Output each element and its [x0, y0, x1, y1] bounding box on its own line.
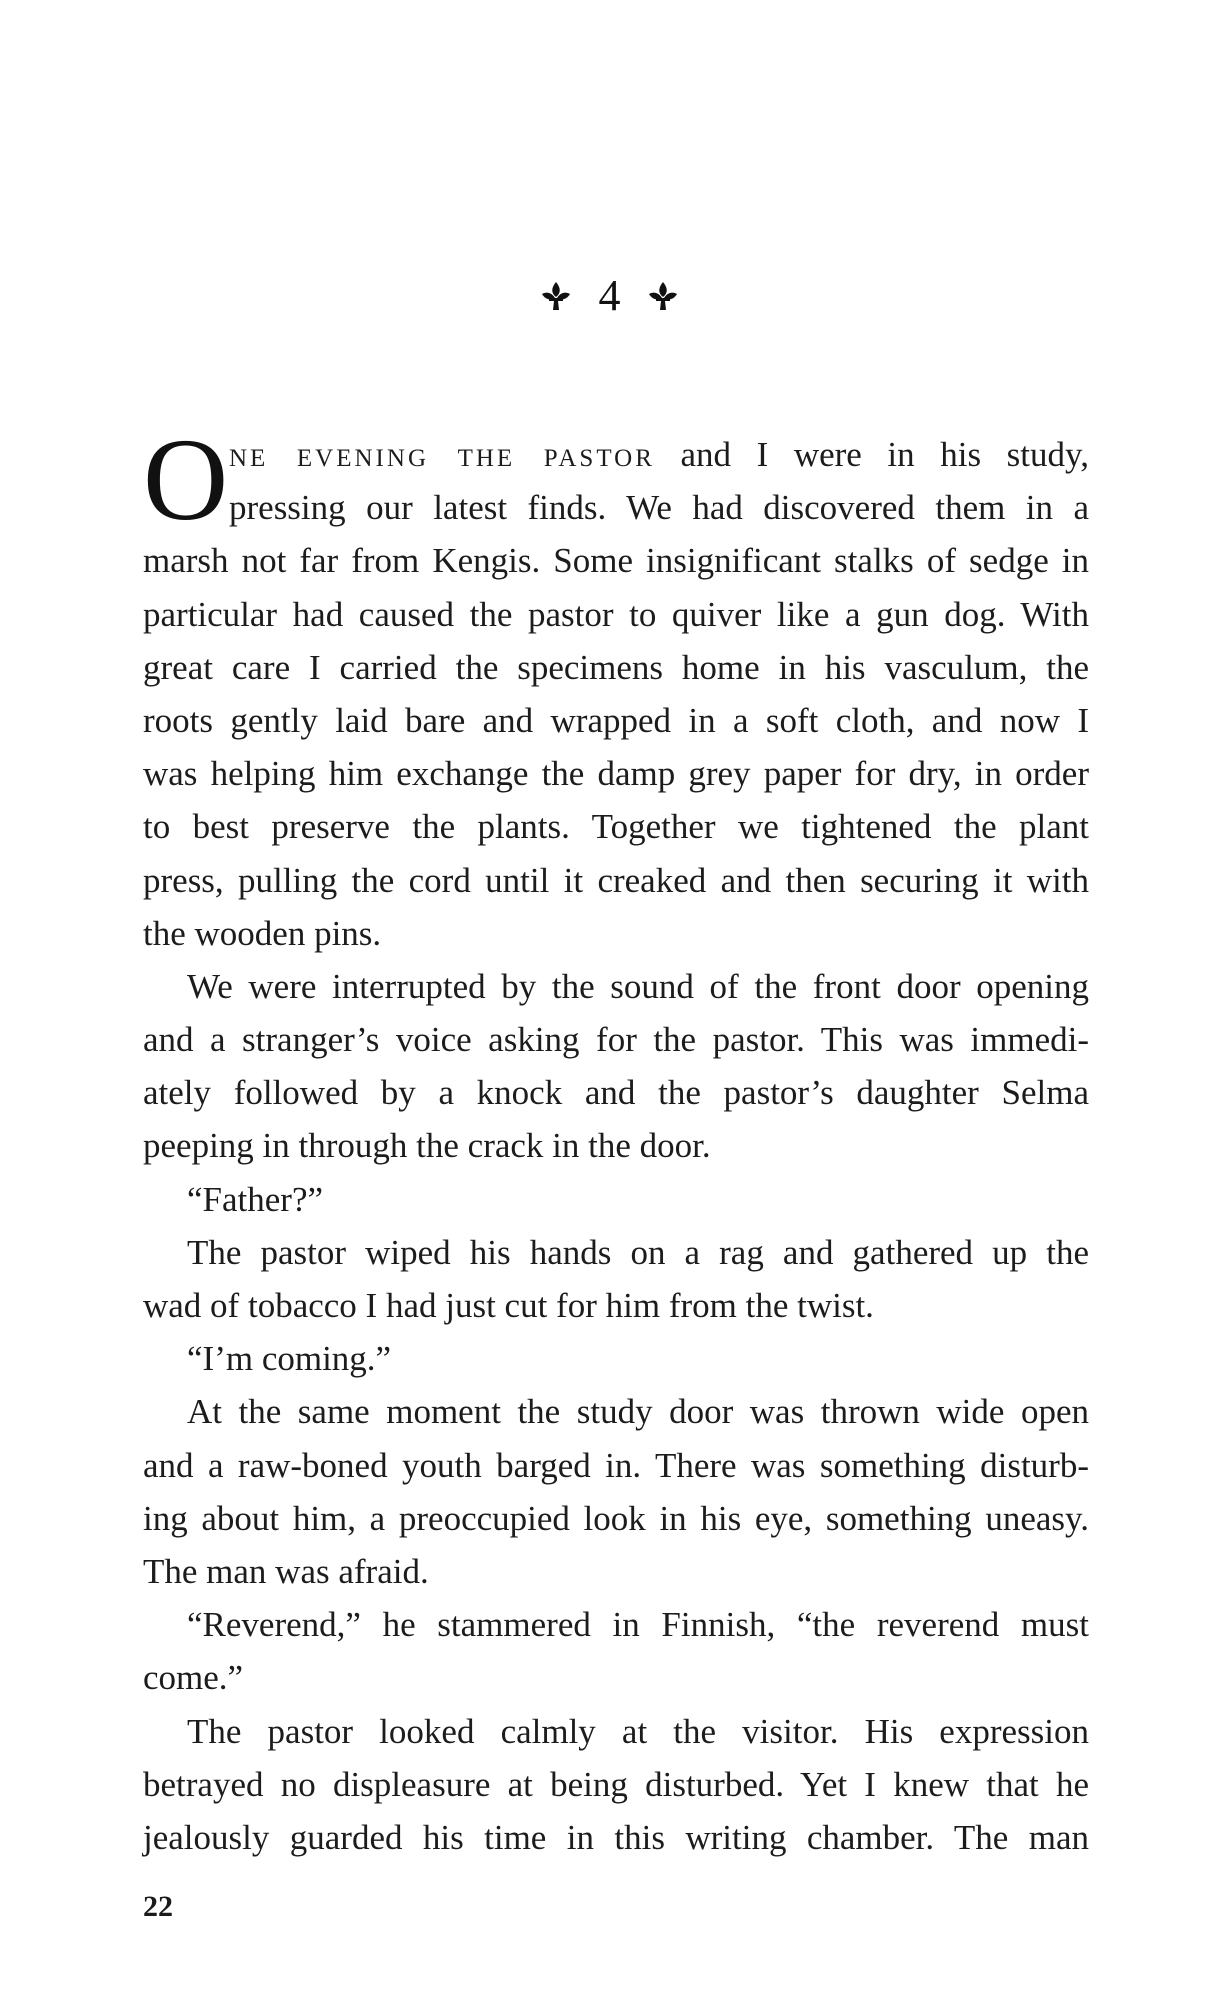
text-line: ately followed by a knock and the pastor’s daughter Selma: [143, 1073, 1089, 1113]
first-line-rest: and I were in his study,: [654, 435, 1089, 474]
text-line: marsh not far from Kengis. Some insignificant stalks of sedge in: [143, 541, 1089, 581]
text-line: The pastor wiped his hands on a rag and gathered up the: [187, 1232, 1089, 1272]
text-line: ing about him, a preoccupied look in his eye, something uneasy.: [143, 1498, 1089, 1538]
paragraph: [143, 1332, 1089, 1385]
text-line: We were interrupted by the sound of the front door opening: [187, 966, 1089, 1006]
text-line: betrayed no displeasure at being disturbed. Yet I knew that he: [143, 1764, 1089, 1804]
text-line: press, pulling the cord until it creaked and then securing it with: [143, 860, 1089, 900]
text-line: At the same moment the study door was thrown wide open: [187, 1392, 1089, 1432]
page-number: 22: [143, 1890, 173, 1923]
text-line: and a raw-boned youth barged in. There was something disturb-: [143, 1445, 1089, 1485]
text-line: come.”: [143, 1658, 244, 1698]
text-line: “Father?”: [187, 1179, 324, 1219]
text-line: to best preserve the plants. Together we tightened the plant: [143, 807, 1089, 847]
chapter-number: 4: [598, 271, 621, 321]
paragraph: [143, 1173, 1089, 1226]
text-line: “Reverend,” he stammered in Finnish, “the reverend must: [187, 1605, 1089, 1645]
fleuron-right-icon: [646, 279, 680, 313]
text-line: The pastor looked calmly at the visitor. His expression: [187, 1711, 1089, 1751]
paragraph: [143, 1705, 1089, 1865]
text-line: peeping in through the crack in the door.: [143, 1126, 711, 1166]
opening-paragraph: [143, 414, 1089, 960]
chapter-heading: [0, 262, 1219, 326]
text-line: [143, 428, 1089, 481]
text-line: and a stranger’s voice asking for the pastor. This was immedi-: [143, 1020, 1089, 1060]
drop-cap: O: [143, 414, 229, 545]
paragraph: [143, 1598, 1089, 1704]
text-line: the wooden pins.: [143, 913, 382, 953]
text-line: great care I carried the specimens home in his vasculum, the: [143, 647, 1089, 687]
text-line: pressing our latest finds. We had discovered them in a: [229, 488, 1089, 528]
text-line: wad of tobacco I had just cut for him from the twist.: [143, 1286, 874, 1325]
text-line: particular had caused the pastor to quiver like a gun dog. With: [143, 594, 1089, 634]
text-line: “I’m coming.”: [187, 1339, 392, 1379]
paragraph: [143, 960, 1089, 1173]
paragraph: [143, 1385, 1089, 1598]
paragraph: [143, 1226, 1089, 1332]
text-line: The man was afraid.: [143, 1551, 429, 1591]
body-text: [143, 414, 1089, 1864]
text-line: roots gently laid bare and wrapped in a soft cloth, and now I: [143, 700, 1089, 740]
fleuron-left-icon: [539, 279, 573, 313]
text-line: was helping him exchange the damp grey paper for dry, in order: [143, 754, 1089, 794]
text-line: jealously guarded his time in this writing chamber. The man: [143, 1817, 1089, 1857]
small-caps-lead: ne evening the pastor: [229, 435, 655, 474]
